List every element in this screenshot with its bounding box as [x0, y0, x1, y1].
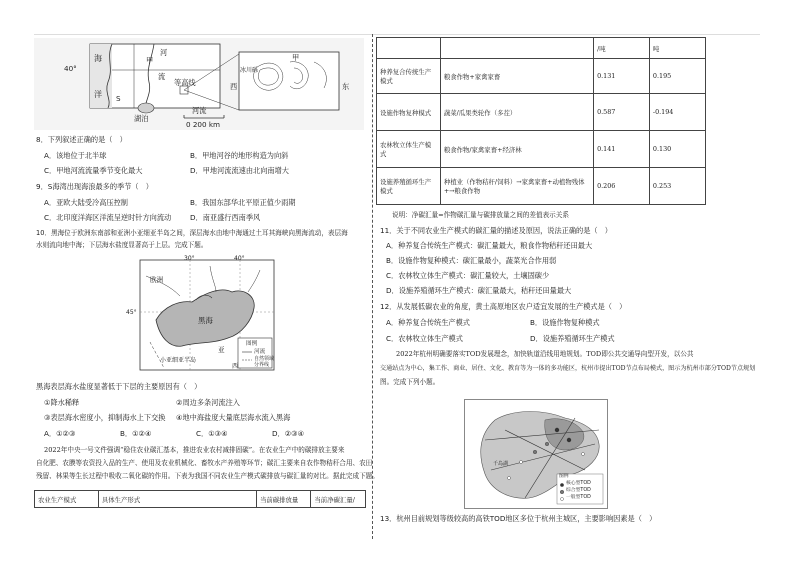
q10-option-b[interactable]: B．①②④: [120, 429, 152, 438]
figure-river-map: [34, 38, 364, 130]
table-cell-form: 种植业（作物秸秆/饲料）→家禽家畜+动植物残体+→粮食作物: [440, 168, 593, 205]
table-unit-emission: /吨: [594, 38, 650, 59]
table-header-sink: 当前净碳汇量/: [311, 491, 366, 508]
q9-option-b[interactable]: B．我国东部华北平原正值少雨期: [190, 198, 296, 207]
table-row: [377, 94, 706, 131]
table-header-emission: 当前碳排放量: [256, 491, 310, 508]
q13-stem: 13．杭州目前规划等级较高的高铁TOD地区多位于杭州主城区，主要影响因素是（ ）: [380, 514, 657, 523]
q12-option-b[interactable]: B．设施作物复种模式: [530, 318, 600, 327]
q10-statement-1: ①降水稀释: [44, 398, 80, 407]
carbon-table-body: [376, 37, 706, 205]
q8-option-a[interactable]: A．该地位于北半球: [44, 151, 107, 160]
lon-30-label: 30°: [184, 255, 195, 262]
contour-label: 等高线: [174, 78, 196, 87]
bay-label: S: [116, 94, 121, 103]
q9-option-a[interactable]: A．亚欧大陆受冷高压控制: [44, 198, 128, 207]
tod-legend-general: 一般型TOD: [566, 495, 591, 500]
carbon-table-header: [34, 490, 366, 508]
tod-intro-line2: 交通站点为中心，集工作、商业、居住、文化、教育等为一体的多功能区，杭州市提出TOD节点布局模式，图示为杭州市部分TOD节点规划: [380, 365, 756, 372]
q8-stem: 8．下列叙述正确的是（ ）: [36, 135, 127, 144]
q10-intro-line2: 水则流向地中海；下层海水盐度显著高于上层。完成下题。: [36, 241, 208, 249]
table-row: [377, 59, 706, 94]
qiandao-lake-label: 千岛湖: [493, 461, 509, 467]
table-cell-emission: 0.206: [594, 168, 650, 205]
q10-stem: 黑海表层海水盐度显著低于下层的主要原因有（ ）: [36, 382, 202, 391]
q12-option-c[interactable]: C．农林牧立体生产模式: [386, 334, 463, 343]
q11-option-a[interactable]: A．种养复合传统生产模式：碳汇量最大，粮食作物秸秆还田最大: [386, 241, 593, 250]
table-units-row: [377, 38, 706, 59]
tod-legend-core: 核心型TOD: [566, 481, 591, 486]
inset-jia-label: 甲: [292, 53, 300, 62]
lake-label: 湖泊: [134, 114, 149, 123]
q10-statement-3: ③表层海水密度小，抑制海水上下交换: [44, 413, 166, 422]
peninsula-label: 小亚细亚半岛: [160, 357, 197, 364]
river-map-svg: [34, 38, 364, 130]
table-cell-sink: 0.195: [649, 59, 705, 94]
q8-option-c[interactable]: C．甲地河流流量季节变化最大: [44, 166, 143, 175]
q8-option-d[interactable]: D．甲地河流流速由北向南增大: [190, 166, 289, 175]
q10-option-d[interactable]: D．②③④: [272, 429, 305, 438]
q10-option-a[interactable]: A．①②③: [44, 429, 76, 438]
tod-legend-comprehensive: 综合型TOD: [566, 488, 591, 493]
carbon-intro-line1: 2022年中央一号文件强调“稳住农业碳汇基本，推进农业农村减排固碳”。在农业生产中的碳排放主要来: [44, 446, 345, 454]
table-header-row: [35, 491, 366, 508]
table-row: [377, 168, 706, 205]
west-label-map2: 西: [232, 363, 239, 370]
scale-label: 0 200 km: [186, 120, 221, 129]
legend-river: 河流: [254, 349, 266, 355]
tod-legend-title: 图例: [559, 474, 569, 479]
hangzhou-tod-map: [464, 399, 608, 509]
lat-label: 40°: [64, 64, 77, 73]
table-cell-emission: 0.131: [594, 59, 650, 94]
ocean-label-2: 洋: [94, 90, 102, 99]
q9-stem: 9．S海湾出现海浪最多的季节（ ）: [36, 182, 153, 191]
q11-option-b[interactable]: B．设施作物复种模式：碳汇量最小，蔬菜光合作用弱: [386, 256, 557, 265]
table-note: 说明：净碳汇量=作物碳汇量与碳排放量之间的差值表示关系: [392, 211, 569, 219]
table-cell-form: 粮食作物/家禽家畜+经济林: [440, 131, 593, 168]
q8-option-b[interactable]: B．甲地河谷的地形构造为向斜: [190, 151, 289, 160]
q12-option-a[interactable]: A．种养复合传统生产模式: [386, 318, 470, 327]
q10-statement-2: ②周边多条河流注入: [176, 398, 240, 407]
inset-feature-label: 冰川砾: [240, 67, 259, 74]
column-divider: [372, 34, 373, 539]
q10-intro-line1: 10．黑海位于欧洲东南部和亚洲小亚细亚半岛之间，深层海水由地中海通过土耳其海峡向黑海流动，表层海: [36, 229, 348, 237]
table-cell-sink: -0.194: [649, 94, 705, 131]
q9-option-c[interactable]: C．北印度洋海区洋流呈逆时针方向流动: [44, 213, 172, 222]
q11-option-d[interactable]: D．设施养殖循环生产模式：碳汇量最大，秸秆还田量最大: [386, 286, 572, 295]
table-cell-sink: 0.130: [649, 131, 705, 168]
table-cell-mode: 设施作物复种模式: [377, 94, 441, 131]
q12-stem: 12．从发展低碳农业的角度，黄土高原地区农户适宜发展的生产模式是（ ）: [380, 302, 627, 311]
ocean-label-1: 海: [94, 54, 102, 63]
carbon-intro-line2: 自化肥、农膜等农资投入品的生产、使用及农业机械化、畜牧水产养殖等环节；碳汇主要来自农作物秸秆合用、农田: [36, 459, 373, 467]
legend-title: 图例: [246, 341, 258, 347]
lat-45-label: 45°: [126, 309, 137, 316]
river-label-2: 流: [158, 72, 166, 81]
table-cell-sink: 0.253: [649, 168, 705, 205]
q10-statement-4: ④地中海盐度大量底层海水流入黑海: [176, 413, 291, 422]
europe-label: 欧洲: [150, 276, 164, 284]
q12-option-d[interactable]: D．设施养殖循环生产模式: [530, 334, 615, 343]
q10-option-c[interactable]: C．①③④: [196, 429, 228, 438]
table-cell-emission: 0.141: [594, 131, 650, 168]
river-label-1: 河: [160, 48, 168, 57]
west-label: 西: [230, 82, 238, 91]
lon-40-label: 40°: [234, 255, 245, 262]
table-row: [377, 131, 706, 168]
page-top-rule: [34, 34, 760, 35]
tod-intro-line1: 2022年杭州明确要落实TOD发展理念，加快轨道沿线用地规划。TOD即公共交通导向型开发，以公共: [396, 350, 694, 358]
table-cell-mode: 设施养殖循环生产模式: [377, 168, 441, 205]
legend-border: 自然领域分界线: [254, 356, 275, 368]
table-cell-emission: 0.587: [594, 94, 650, 131]
point-jia-label: 甲: [146, 56, 154, 65]
q9-option-d[interactable]: D．南亚盛行西南季风: [190, 213, 261, 222]
table-header-form: 具体生产形式: [98, 491, 256, 508]
table-unit-sink: 吨: [649, 38, 705, 59]
q11-stem: 11．关于不同农业生产模式的碳汇量的描述及原因，说法正确的是（ ）: [380, 226, 612, 235]
table-cell-mode: 农林牧立体生产模式: [377, 131, 441, 168]
east-label: 东: [342, 82, 350, 91]
black-sea-map: [120, 256, 280, 374]
table-header-mode: 农业生产模式: [35, 491, 99, 508]
carbon-intro-line3: 残留、林果等生长过程中吸收二氧化碳的作用。下表为我国不同农业生产模式碳排放与碳汇量的对比。据此完成下题。: [36, 472, 379, 480]
table-cell-form: 粮食作物+家禽家畜: [440, 59, 593, 94]
asia-label: 亚: [218, 346, 225, 354]
black-sea-label: 黑海: [198, 316, 213, 325]
q11-option-c[interactable]: C．农林牧立体生产模式：碳汇量较大，土壤固碳少: [386, 271, 550, 280]
river-label-3: 河流: [192, 106, 207, 115]
table-cell-mode: 种养复合传统生产模式: [377, 59, 441, 94]
tod-intro-line3: 图。完成下列小题。: [380, 378, 440, 386]
table-cell-form: 蔬菜/瓜果类轮作（多茬）: [440, 94, 593, 131]
